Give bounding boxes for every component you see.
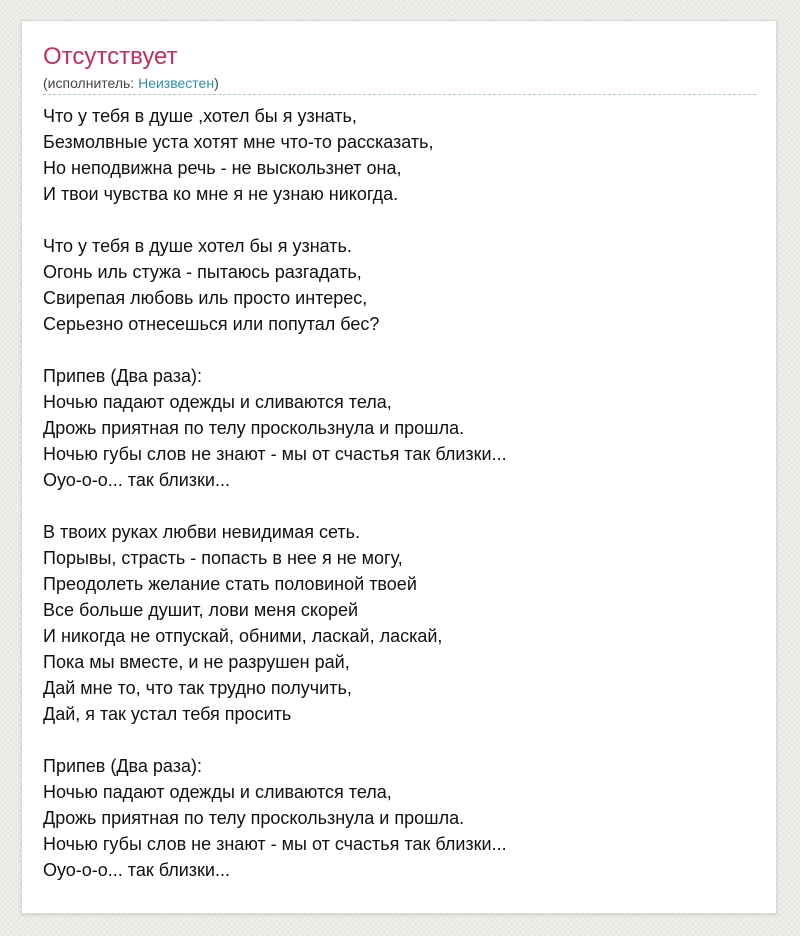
lyrics-stanza bbox=[43, 753, 756, 883]
lyrics-line: Дай, я так устал тебя просить bbox=[43, 704, 292, 724]
lyrics-line: Все больше душит, лови меня скорей bbox=[43, 600, 359, 620]
lyrics-stanza bbox=[43, 363, 756, 493]
lyrics-line: Дрожь приятная по телу проскользнула и прошла. bbox=[43, 418, 465, 438]
lyrics-line: Но неподвижна речь - не выскользнет она, bbox=[43, 158, 402, 178]
lyrics-line: Дай мне то, что так трудно получить, bbox=[43, 678, 352, 698]
lyrics-line: В твоих руках любви невидимая сеть. bbox=[43, 522, 360, 542]
lyrics-line: Дрожь приятная по телу проскользнула и прошла. bbox=[43, 808, 465, 828]
title-divider bbox=[43, 94, 756, 95]
song-title: Отсутствует bbox=[43, 43, 178, 70]
artist-prefix: (исполнитель: bbox=[43, 75, 139, 91]
lyrics-line: Что у тебя в душе хотел бы я узнать. bbox=[43, 236, 352, 256]
lyrics-line: Пока мы вместе, и не разрушен рай, bbox=[43, 652, 350, 672]
lyrics-line: Преодолеть желание стать половиной твоей bbox=[43, 574, 417, 594]
lyrics-line: Оуо-о-о... так близки... bbox=[43, 860, 230, 880]
lyrics-line: Оуо-о-о... так близки... bbox=[43, 470, 230, 490]
lyrics-stanza bbox=[43, 519, 756, 727]
lyrics-line: Безмолвные уста хотят мне что-то рассказать, bbox=[43, 132, 434, 152]
lyrics-line: Ночью падают одежды и сливаются тела, bbox=[43, 782, 392, 802]
lyrics-line: Припев (Два раза): bbox=[43, 756, 202, 776]
artist-suffix: ) bbox=[214, 75, 219, 91]
lyrics-line: И твои чувства ко мне я не узнаю никогда. bbox=[43, 184, 399, 204]
lyrics-line: Ночью губы слов не знают - мы от счастья так близки... bbox=[43, 444, 507, 464]
lyrics-line: И никогда не отпускай, обними, ласкай, ласкай, bbox=[43, 626, 443, 646]
lyrics-line: Что у тебя в душе ,хотел бы я узнать, bbox=[43, 106, 357, 126]
lyrics-card bbox=[21, 20, 777, 914]
lyrics-line: Порывы, страсть - попасть в нее я не могу, bbox=[43, 548, 403, 568]
lyrics-line: Ночью губы слов не знают - мы от счастья так близки... bbox=[43, 834, 507, 854]
lyrics-stanza bbox=[43, 233, 756, 337]
artist-link[interactable]: Неизвестен bbox=[138, 75, 215, 91]
lyrics-line: Ночью падают одежды и сливаются тела, bbox=[43, 392, 392, 412]
lyrics-stanza bbox=[43, 103, 756, 207]
artist-line bbox=[43, 74, 756, 92]
lyrics-line: Огонь иль стужа - пытаюсь разгадать, bbox=[43, 262, 362, 282]
lyrics-line: Припев (Два раза): bbox=[43, 366, 202, 386]
lyrics-line: Свирепая любовь иль просто интерес, bbox=[43, 288, 368, 308]
lyrics-body bbox=[43, 103, 756, 883]
lyrics-line: Серьезно отнесешься или попутал бес? bbox=[43, 314, 380, 334]
